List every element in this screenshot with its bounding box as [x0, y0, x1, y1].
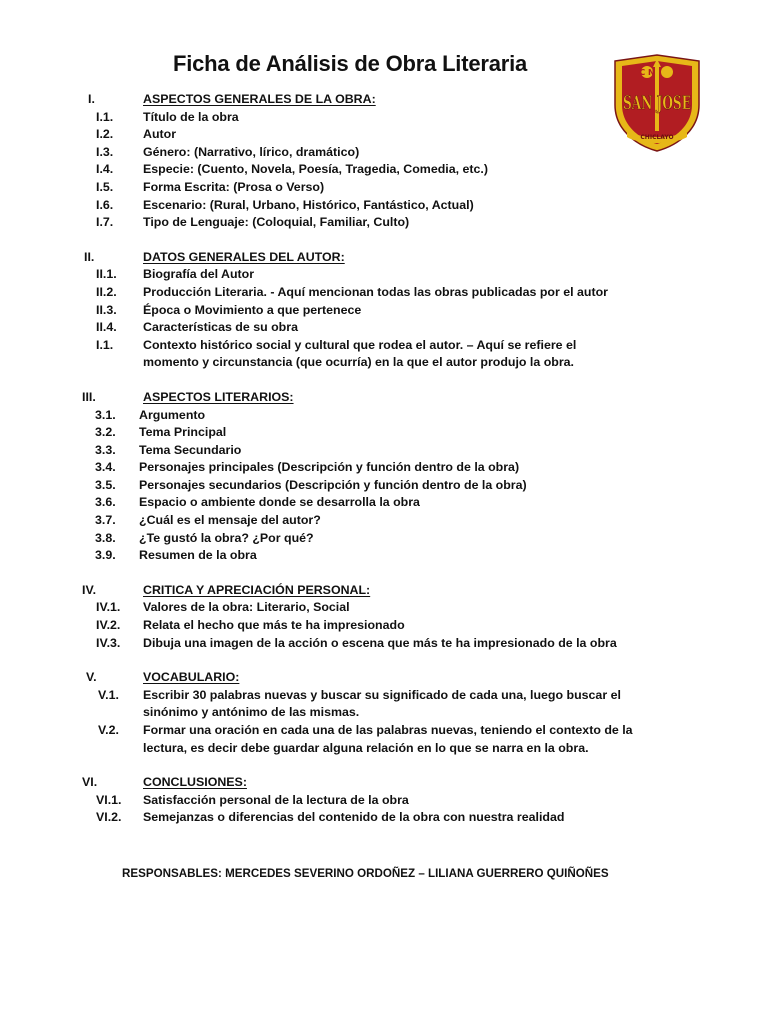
item-text: Autor [143, 127, 177, 142]
list-item [0, 214, 768, 232]
item-text: Dibuja una imagen de la acción o escena que más te ha impresionado de la obra [143, 635, 617, 650]
item-number: I.2. [96, 127, 114, 142]
crest-text-chiclayo: CHICLAYO [640, 134, 674, 141]
crest-text-san-jose: SAN JOSE [623, 92, 691, 114]
item-number: 3.3. [95, 442, 116, 457]
item-text: Escribir 30 palabras nuevas y buscar su significado de cada una, luego buscar el [143, 687, 621, 702]
item-text: Formar una oración en cada una de las palabras nuevas, teniendo el contexto de la [143, 723, 633, 737]
item-number: IV.3. [96, 635, 121, 650]
item-number: II.2. [96, 284, 117, 299]
item-text: Personajes principales (Descripción y función dentro de la obra) [139, 460, 520, 475]
list-item [0, 284, 768, 302]
item-number: 3.4. [95, 460, 116, 475]
item-text: Biografía del Autor [143, 267, 255, 282]
section-heading [0, 249, 768, 267]
item-text: Contexto histórico social y cultural que rodea el autor. – Aquí se refiere el [143, 337, 577, 352]
item-number: IV.2. [96, 618, 121, 633]
item-number: I.7. [96, 215, 114, 230]
section-heading [0, 389, 768, 407]
item-number: 3.1. [95, 407, 116, 422]
list-item [0, 494, 768, 512]
section-1 [0, 91, 768, 232]
section-numeral: III. [82, 389, 96, 404]
item-text: ¿Te gustó la obra? ¿Por qué? [139, 530, 314, 545]
section-2 [0, 249, 768, 372]
section-heading-text: ASPECTOS LITERARIOS: [143, 389, 294, 404]
item-number: I.4. [96, 162, 114, 177]
section-heading [0, 582, 768, 600]
item-text: ¿Cuál es el mensaje del autor? [139, 513, 321, 528]
section-heading-text: CRITICA Y APRECIACIÓN PERSONAL: [143, 582, 371, 597]
item-number: VI.1. [96, 792, 122, 807]
item-text: lectura, es decir debe guardar alguna relación en lo que se narra en la obra. [143, 740, 589, 755]
item-text: momento y circunstancia (que ocurría) en la que el autor produjo la obra. [143, 355, 574, 370]
section-heading-text: VOCABULARIO: [143, 670, 240, 685]
item-number: I.6. [96, 197, 114, 212]
list-item [0, 126, 768, 144]
list-item [0, 740, 768, 758]
section-numeral: I. [88, 92, 95, 106]
item-text: Argumento [139, 407, 206, 422]
item-number: II.4. [96, 320, 117, 335]
item-number: II.1. [96, 267, 117, 282]
list-item [0, 144, 768, 162]
crest-medallion-right [661, 66, 673, 78]
item-text: Semejanzas o diferencias del contenido de la obra con nuestra realidad [143, 810, 565, 825]
item-number: V.2. [98, 723, 119, 737]
list-item [0, 704, 768, 722]
item-number: 3.9. [95, 548, 116, 563]
section-heading [0, 774, 768, 792]
list-item [0, 459, 768, 477]
list-item [0, 424, 768, 442]
list-item [0, 354, 768, 372]
item-text: sinónimo y antónimo de las mismas. [143, 705, 360, 720]
item-text: Satisfacción personal de la lectura de la obra [143, 792, 409, 807]
item-text: Época o Movimiento a que pertenece [143, 302, 362, 317]
item-text: Título de la obra [143, 109, 239, 124]
document-title: Ficha de Análisis de Obra Literaria [173, 51, 528, 76]
list-item [0, 809, 768, 827]
section-heading-text: CONCLUSIONES: [143, 775, 247, 790]
list-item [0, 266, 768, 284]
section-4 [0, 582, 768, 652]
item-text: Características de su obra [143, 320, 298, 335]
list-item [0, 599, 768, 617]
item-text: Tema Secundario [139, 442, 242, 457]
list-item [0, 687, 768, 705]
item-number: I.3. [96, 144, 114, 159]
item-number: 3.5. [95, 477, 116, 492]
section-numeral: V. [86, 670, 97, 685]
item-number: VI.2. [96, 810, 122, 825]
list-item [0, 512, 768, 530]
list-item [0, 547, 768, 565]
item-number: I.1. [96, 337, 114, 352]
list-item [0, 635, 768, 653]
item-text: Resumen de la obra [139, 548, 257, 563]
section-numeral: IV. [82, 582, 97, 597]
list-item [0, 407, 768, 425]
list-item [0, 722, 768, 740]
section-heading [0, 669, 768, 687]
list-item [0, 109, 768, 127]
item-number: V.1. [98, 687, 119, 702]
item-text: Espacio o ambiente donde se desarrolla la obra [139, 495, 420, 510]
item-text: Relata el hecho que más te ha impresionado [143, 618, 405, 633]
item-text: Género: (Narrativo, lírico, dramático) [143, 144, 360, 159]
item-number: IV.1. [96, 600, 121, 615]
list-item [0, 302, 768, 320]
item-text: Tipo de Lenguaje: (Coloquial, Familiar, Culto) [143, 215, 410, 230]
item-number: 3.8. [95, 530, 116, 545]
item-text: Especie: (Cuento, Novela, Poesía, Tragedia, Comedia, etc.) [143, 162, 488, 177]
responsables-footer: RESPONSABLES: MERCEDES SEVERINO ORDOÑEZ – LILIANA GUERRERO QUIÑOÑES [122, 867, 609, 880]
list-item [0, 161, 768, 179]
section-heading-text: DATOS GENERALES DEL AUTOR: [143, 249, 345, 264]
list-item [0, 442, 768, 460]
list-item [0, 530, 768, 548]
section-heading [0, 91, 768, 109]
section-3 [0, 389, 768, 565]
item-number: I.1. [96, 109, 114, 124]
item-text: Forma Escrita: (Prosa o Verso) [143, 179, 325, 194]
item-number: 3.2. [95, 425, 116, 440]
list-item [0, 197, 768, 215]
section-numeral: VI. [82, 775, 98, 790]
item-number: 3.7. [95, 513, 116, 528]
section-heading-text: ASPECTOS GENERALES DE LA OBRA: [143, 92, 376, 106]
list-item [0, 792, 768, 810]
section-6 [0, 774, 768, 827]
crest-text-c: C N [639, 68, 655, 77]
list-item [0, 337, 768, 355]
item-number: II.3. [96, 302, 117, 317]
section-numeral: II. [84, 249, 95, 264]
section-5 [0, 669, 768, 757]
list-item [0, 477, 768, 495]
list-item [0, 319, 768, 337]
item-text: Valores de la obra: Literario, Social [143, 600, 350, 615]
item-text: Personajes secundarios (Descripción y función dentro de la obra) [139, 477, 527, 492]
list-item [0, 617, 768, 635]
item-text: Tema Principal [139, 425, 227, 440]
document-body [0, 91, 768, 844]
item-text: Producción Literaria. - Aquí mencionan todas las obras publicadas por el autor [143, 284, 608, 299]
list-item [0, 179, 768, 197]
item-text: Escenario: (Rural, Urbano, Histórico, Fantástico, Actual) [143, 197, 474, 212]
item-number: I.5. [96, 179, 114, 194]
item-number: 3.6. [95, 495, 116, 510]
